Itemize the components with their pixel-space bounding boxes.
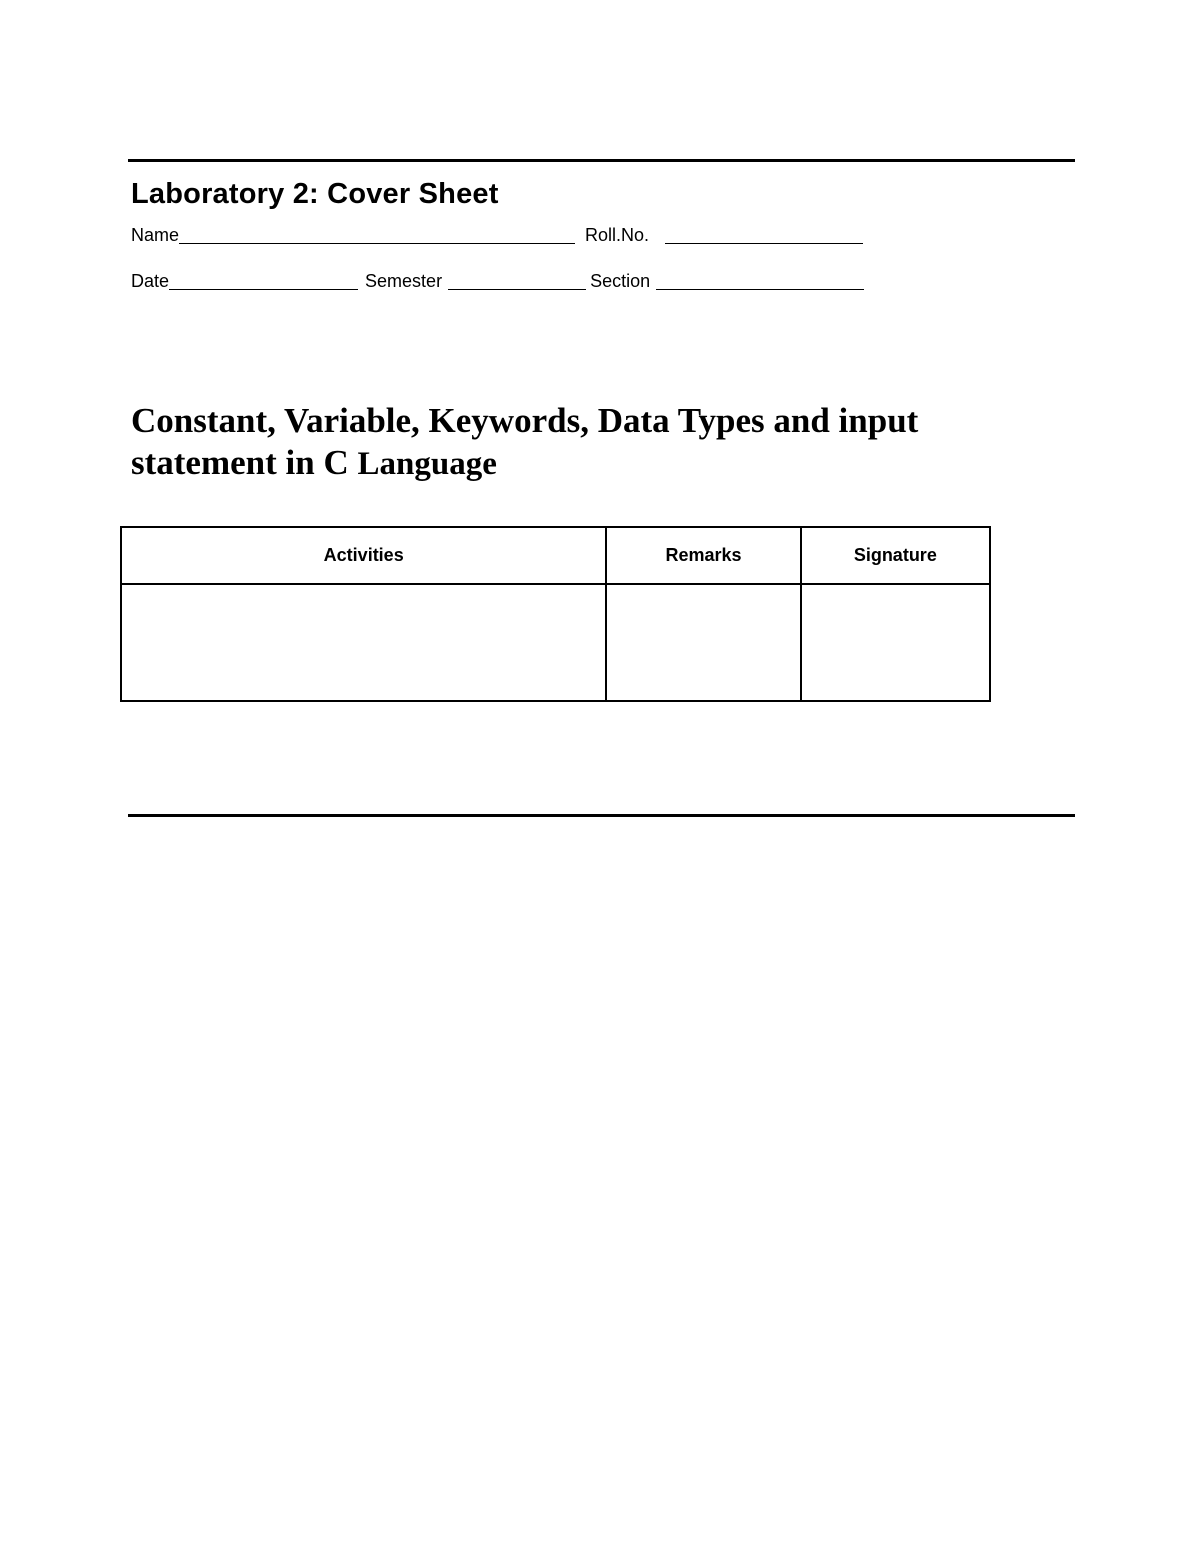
activities-cell[interactable] [121, 584, 606, 701]
activities-header: Activities [121, 527, 606, 584]
lab-topic-line-2 [131, 442, 1011, 485]
name-field[interactable] [179, 225, 575, 244]
section-field[interactable] [656, 271, 864, 290]
page-title: Laboratory 2: Cover Sheet [131, 178, 499, 210]
semester-label: Semester [365, 271, 443, 291]
remarks-header: Remarks [606, 527, 800, 584]
bottom-divider [128, 814, 1075, 817]
lab-topic-line-2-part-b: Language [357, 446, 497, 482]
signature-header: Signature [801, 527, 990, 584]
semester-field[interactable] [448, 271, 586, 290]
roll-no-label: Roll.No. [585, 225, 650, 245]
lab-topic-line-2-part-a: statement in C [131, 443, 349, 482]
lab-topic-line-1: Constant, Variable, Keywords, Data Types and input [131, 401, 919, 440]
table-row [121, 584, 990, 701]
name-label: Name [131, 225, 180, 245]
section-label: Section [590, 271, 651, 291]
roll-no-field[interactable] [665, 225, 863, 244]
name-roll-row [131, 224, 863, 246]
date-label: Date [131, 271, 170, 291]
signature-cell[interactable] [801, 584, 990, 701]
date-field[interactable] [169, 271, 358, 290]
top-divider [128, 159, 1075, 162]
remarks-cell[interactable] [606, 584, 800, 701]
activity-table [120, 526, 991, 702]
date-semester-section-row [131, 270, 864, 292]
lab-topic-heading [131, 400, 1011, 485]
table-header-row [121, 527, 990, 584]
